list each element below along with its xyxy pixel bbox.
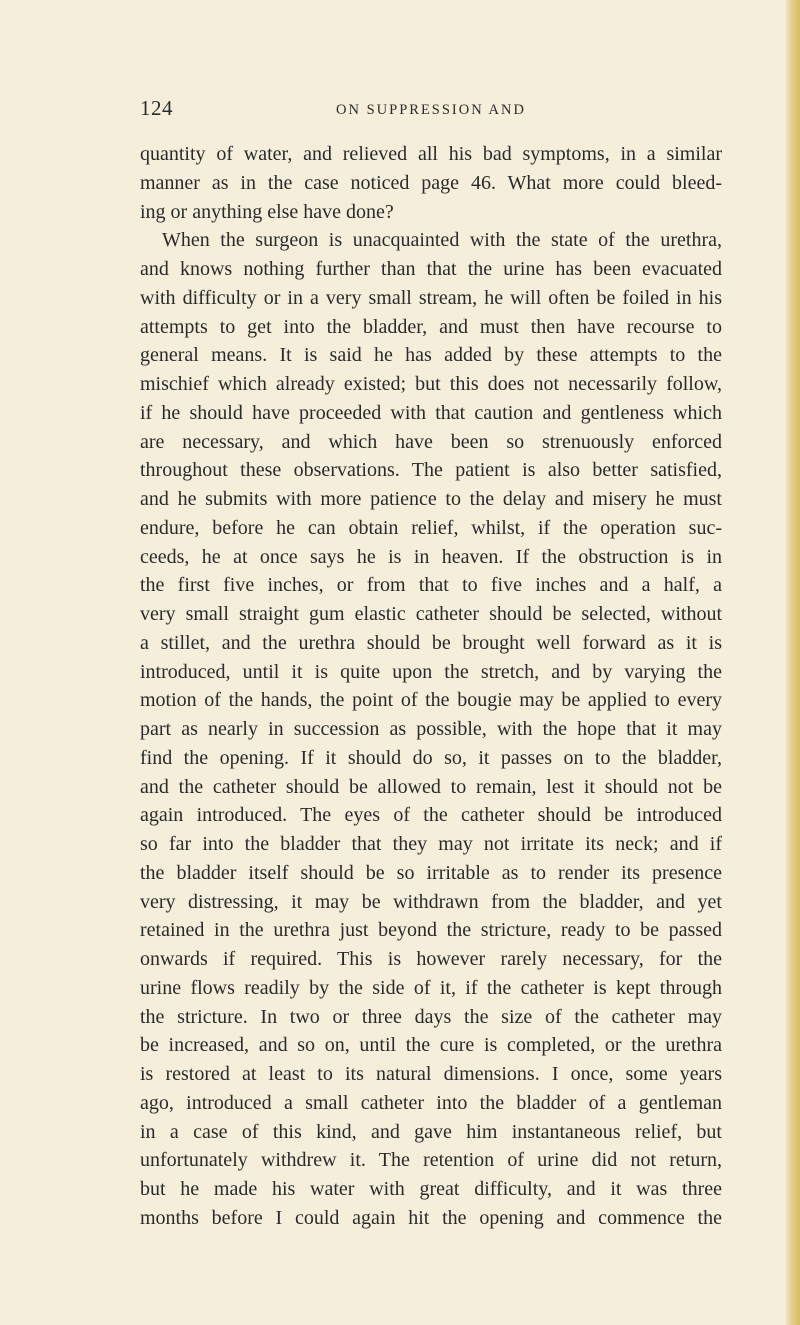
text-line: manner as in the case noticed page 46. What more could bleed- <box>140 171 722 194</box>
text-line: but he made his water with great difficulty, and it was three <box>140 1178 722 1200</box>
text-line: ing or anything else have done? <box>140 200 394 223</box>
text-line: motion of the hands, the point of the bougie may be applied to every <box>140 689 722 712</box>
text-line: are necessary, and which have been so strenuously enforced <box>140 430 722 453</box>
text-line: and knows nothing further than that the urine has been evacuated <box>140 258 722 280</box>
text-line: a stillet, and the urethra should be brought well forward as it is <box>140 631 722 654</box>
text-line: quantity of water, and relieved all his bad symptoms, in a similar <box>140 143 722 165</box>
text-line: attempts to get into the bladder, and must then have recourse to <box>140 315 722 338</box>
running-title: ON SUPPRESSION AND <box>336 102 526 118</box>
text-line: general means. It is said he has added by these attempts to the <box>140 344 722 367</box>
text-line: retained in the urethra just beyond the stricture, ready to be passed <box>140 919 722 942</box>
text-line: is restored at least to its natural dimensions. I once, some years <box>140 1063 722 1085</box>
running-head <box>140 96 722 126</box>
text-line: the stricture. In two or three days the size of the catheter may <box>140 1005 722 1028</box>
text-line: the first five inches, or from that to five inches and a half, a <box>140 574 722 597</box>
text-line: very distressing, it may be withdrawn from the bladder, and yet <box>140 890 722 913</box>
text-line: introduced, until it is quite upon the stretch, and by varying the <box>140 660 722 683</box>
text-line: in a case of this kind, and gave him instantaneous relief, but <box>140 1120 722 1143</box>
text-line: be increased, and so on, until the cure is completed, or the urethra <box>140 1034 722 1057</box>
text-line: find the opening. If it should do so, it passes on to the bladder, <box>140 746 722 769</box>
text-line: When the surgeon is unacquainted with the state of the urethra, <box>162 229 722 252</box>
text-line: the bladder itself should be so irritable as to render its presence <box>140 861 722 884</box>
page-edge <box>786 0 800 1325</box>
text-line: and the catheter should be allowed to remain, lest it should not be <box>140 775 722 798</box>
text-line: mischief which already existed; but this does not necessarily follow, <box>140 373 722 395</box>
page-number: 124 <box>140 96 173 120</box>
text-line: endure, before he can obtain relief, whilst, if the operation suc- <box>140 516 722 539</box>
body-text <box>140 140 722 1233</box>
text-line: again introduced. The eyes of the catheter should be introduced <box>140 804 722 827</box>
text-line: unfortunately withdrew it. The retention of urine did not return, <box>140 1149 722 1172</box>
text-line: urine flows readily by the side of it, if the catheter is kept through <box>140 976 722 999</box>
text-line: ago, introduced a small catheter into the bladder of a gentleman <box>140 1091 722 1114</box>
text-line: so far into the bladder that they may not irritate its neck; and if <box>140 833 722 855</box>
text-line: with difficulty or in a very small stream, he will often be foiled in his <box>140 286 722 309</box>
text-line: very small straight gum elastic catheter should be selected, without <box>140 603 722 625</box>
text-line: throughout these observations. The patient is also better satisfied, <box>140 459 722 482</box>
text-line: onwards if required. This is however rarely necessary, for the <box>140 948 722 970</box>
text-line: part as nearly in succession as possible, with the hope that it may <box>140 718 722 740</box>
text-line: and he submits with more patience to the delay and misery he must <box>140 488 722 510</box>
text-line: ceeds, he at once says he is in heaven. If the obstruction is in <box>140 545 722 568</box>
text-line: months before I could again hit the opening and commence the <box>140 1206 722 1229</box>
text-line: if he should have proceeded with that caution and gentleness which <box>140 401 722 424</box>
